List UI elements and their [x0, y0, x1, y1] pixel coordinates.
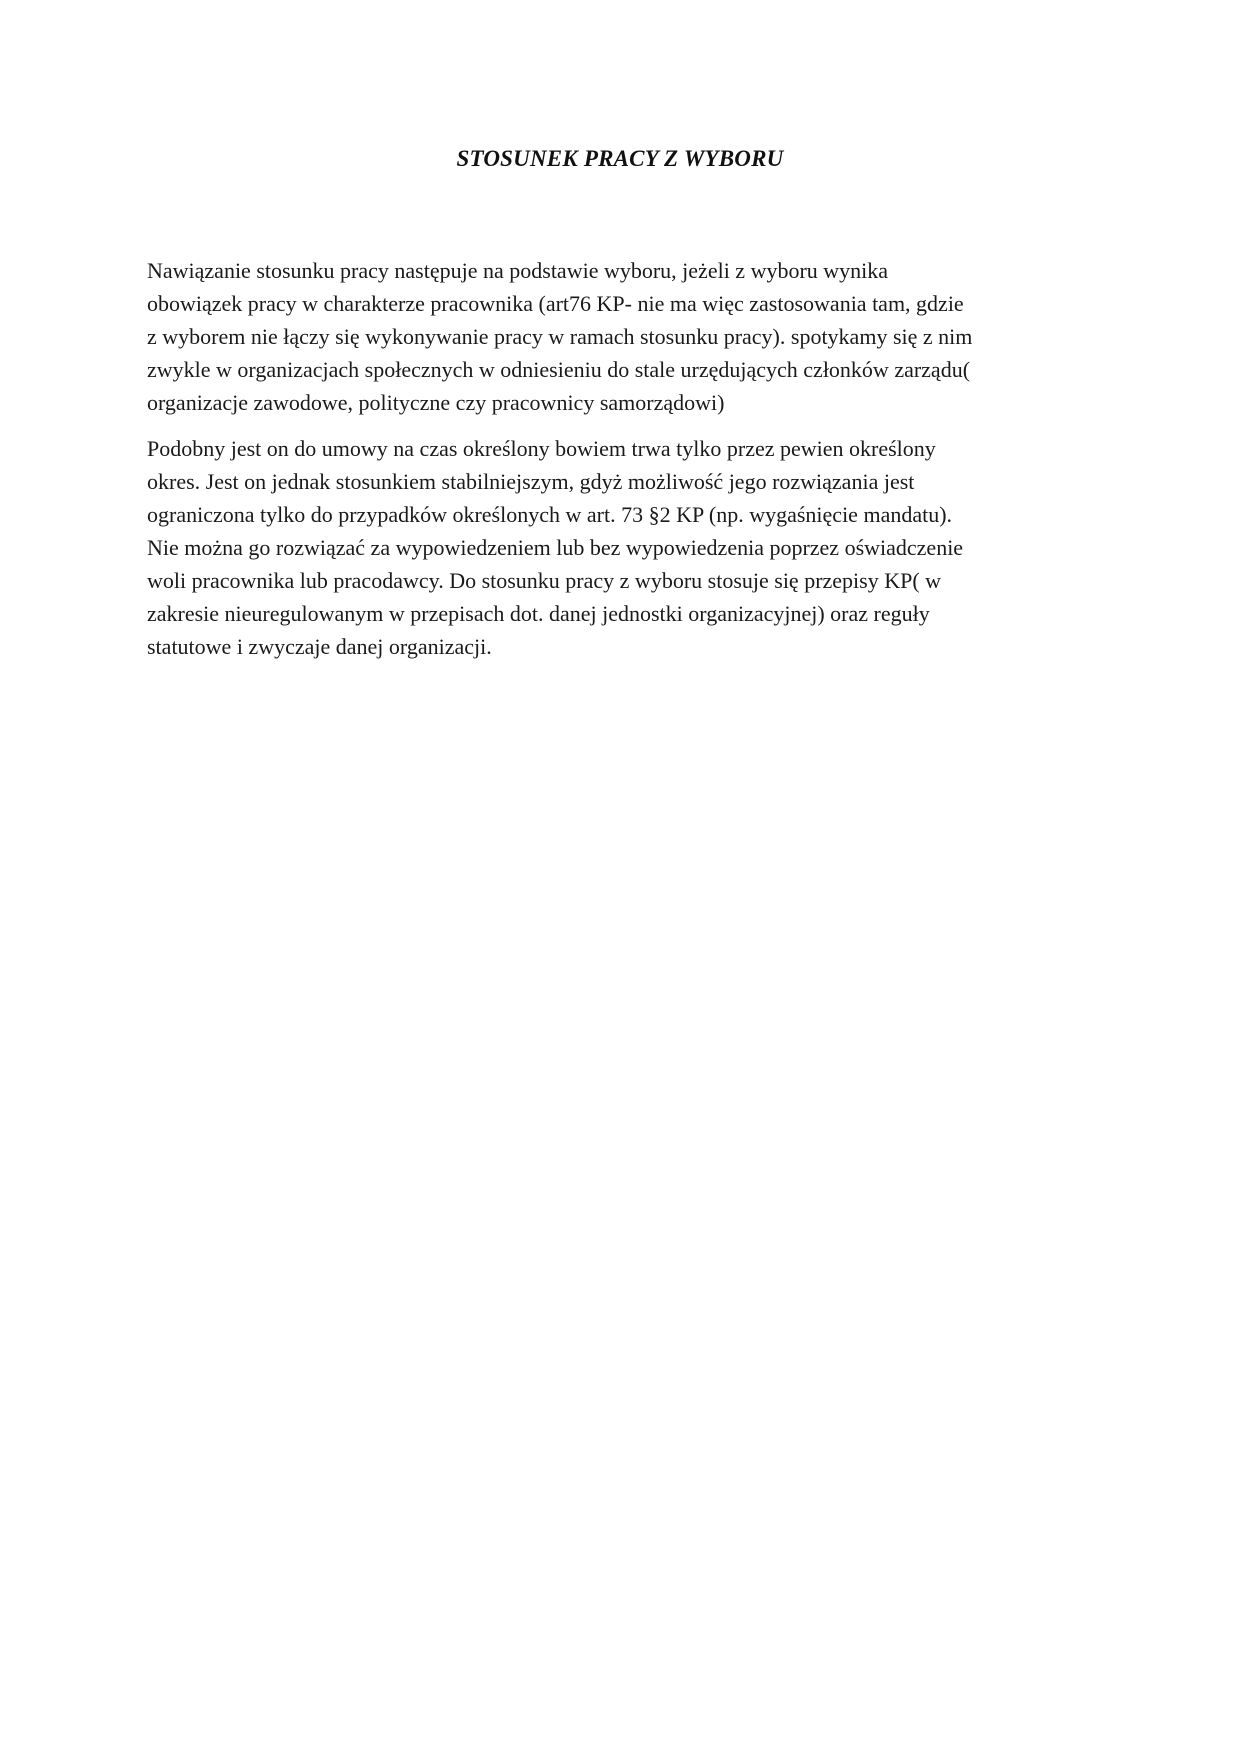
document-title: STOSUNEK PRACY Z WYBORU	[456, 146, 784, 171]
paragraph-line: Nie można go rozwiązać za wypowiedzeniem lub bez wypowiedzenia poprzez oświadczenie	[147, 535, 964, 560]
paragraph-line: statutowe i zwyczaje danej organizacji.	[147, 634, 492, 659]
paragraph-1	[147, 254, 1097, 419]
paragraph-line: Podobny jest on do umowy na czas określony bowiem trwa tylko przez pewien określony	[147, 436, 936, 461]
paragraph-line: zakresie nieuregulowanym w przepisach dot. danej jednostki organizacyjnej) oraz reguły	[147, 601, 930, 626]
paragraph-line: z wyborem nie łączy się wykonywanie pracy w ramach stosunku pracy). spotykamy się z nim	[147, 324, 973, 349]
paragraph-2	[147, 432, 1097, 663]
paragraph-line: ograniczona tylko do przypadków określonych w art. 73 §2 KP (np. wygaśnięcie mandatu).	[147, 502, 953, 527]
paragraph-line: obowiązek pracy w charakterze pracownika (art76 KP- nie ma więc zastosowania tam, gdzie	[147, 291, 964, 316]
paragraph-line: organizacje zawodowe, polityczne czy pracownicy samorządowi)	[147, 390, 725, 415]
paragraph-line: woli pracownika lub pracodawcy. Do stosunku pracy z wyboru stosuje się przepisy KP( w	[147, 568, 942, 593]
paragraph-line: zwykle w organizacjach społecznych w odniesieniu do stale urzędujących członków zarządu(	[147, 357, 971, 382]
paragraph-line: okres. Jest on jednak stosunkiem stabilniejszym, gdyż możliwość jego rozwiązania jest	[147, 469, 915, 494]
paragraph-line: Nawiązanie stosunku pracy następuje na podstawie wyboru, jeżeli z wyboru wynika	[147, 258, 889, 283]
document-body	[147, 254, 1097, 676]
